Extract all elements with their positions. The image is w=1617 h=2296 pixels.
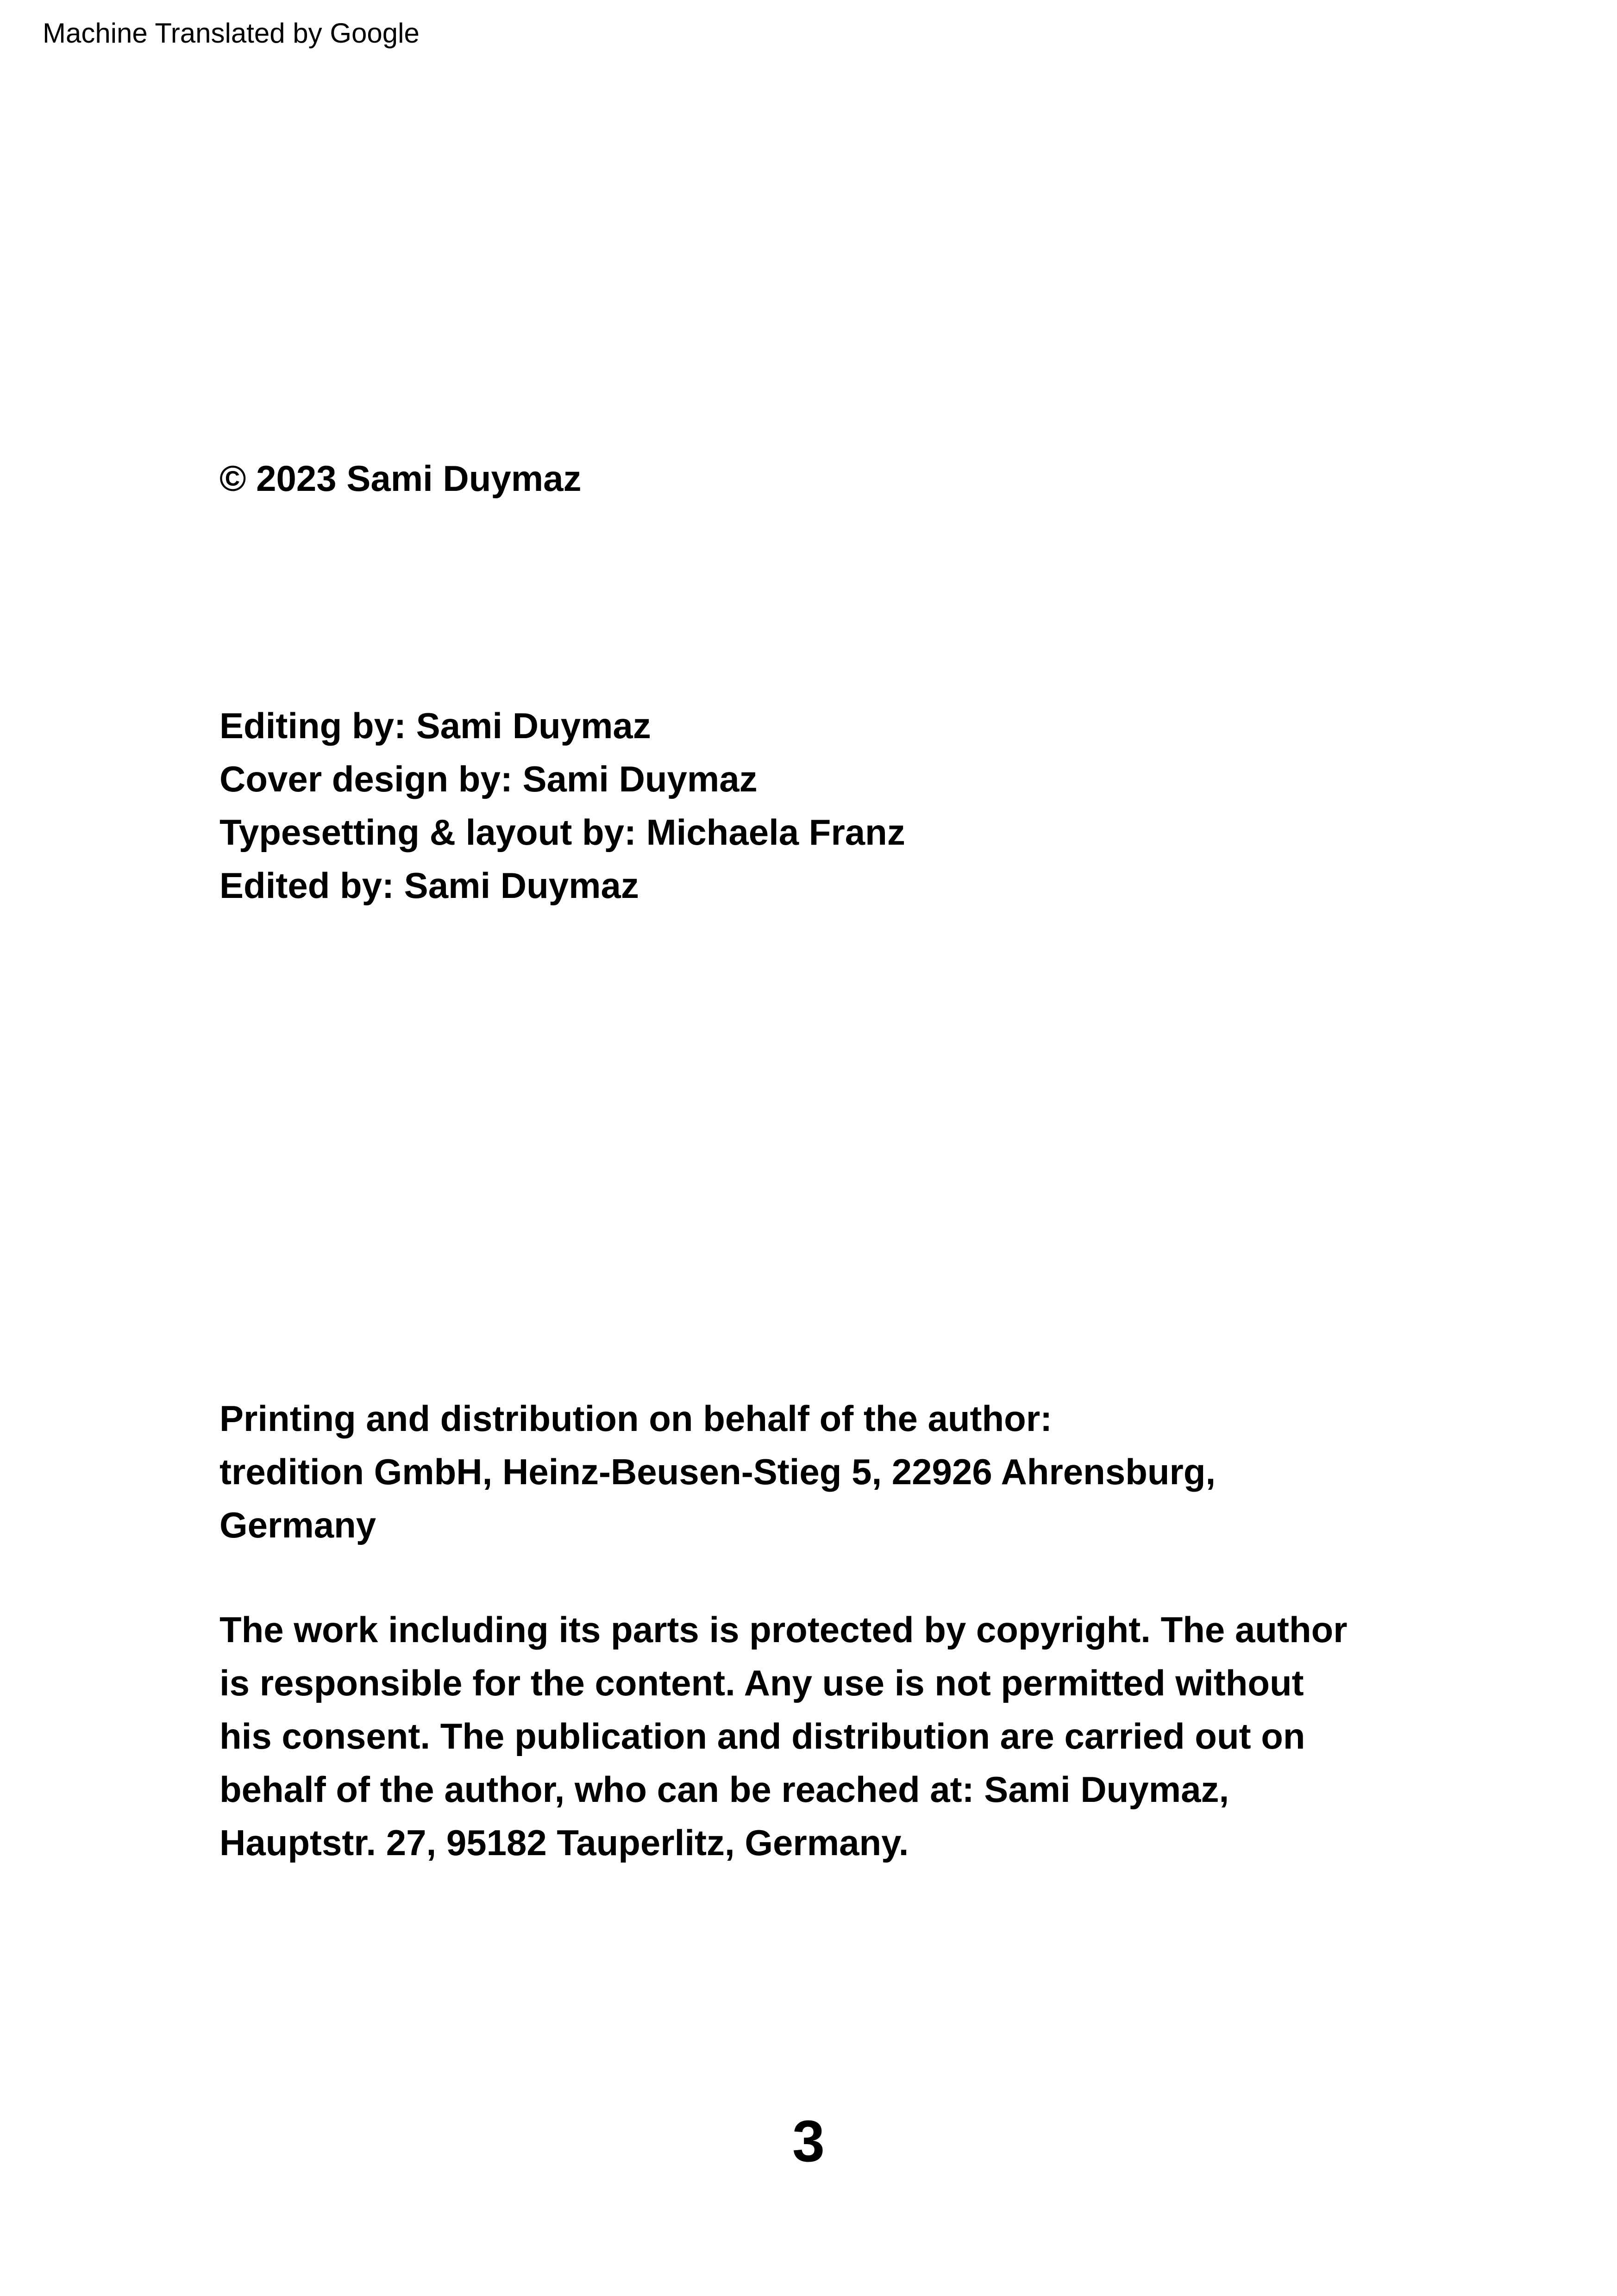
printing-heading: Printing and distribution on behalf of the author: [219,1398,1053,1439]
credits-block [219,699,905,912]
credit-edited: Edited by: Sami Duymaz [219,865,639,906]
notice-line: is responsible for the content. Any use is not permitted without [219,1662,1304,1703]
copyright-line: © 2023 Sami Duymaz [219,458,582,499]
translation-banner: Machine Translated by Google [43,18,420,49]
notice-line: The work including its parts is protected by copyright. The author [219,1609,1348,1650]
credit-editing: Editing by: Sami Duymaz [219,705,651,746]
copyright-notice [219,1603,1405,1869]
printer-country: Germany [219,1505,376,1545]
credit-cover-design: Cover design by: Sami Duymaz [219,759,758,799]
notice-line: his consent. The publication and distribution are carried out on [219,1716,1305,1757]
page-number: 3 [792,2108,825,2174]
notice-line: behalf of the author, who can be reached at: Sami Duymaz, [219,1769,1229,1810]
credit-typesetting: Typesetting & layout by: Michaela Franz [219,812,905,853]
printer-address: tredition GmbH, Heinz-Beusen-Stieg 5, 22926 Ahrensburg, [219,1451,1216,1492]
notice-line: Hauptstr. 27, 95182 Tauperlitz, Germany. [219,1822,909,1863]
printing-block [219,1392,1216,1552]
